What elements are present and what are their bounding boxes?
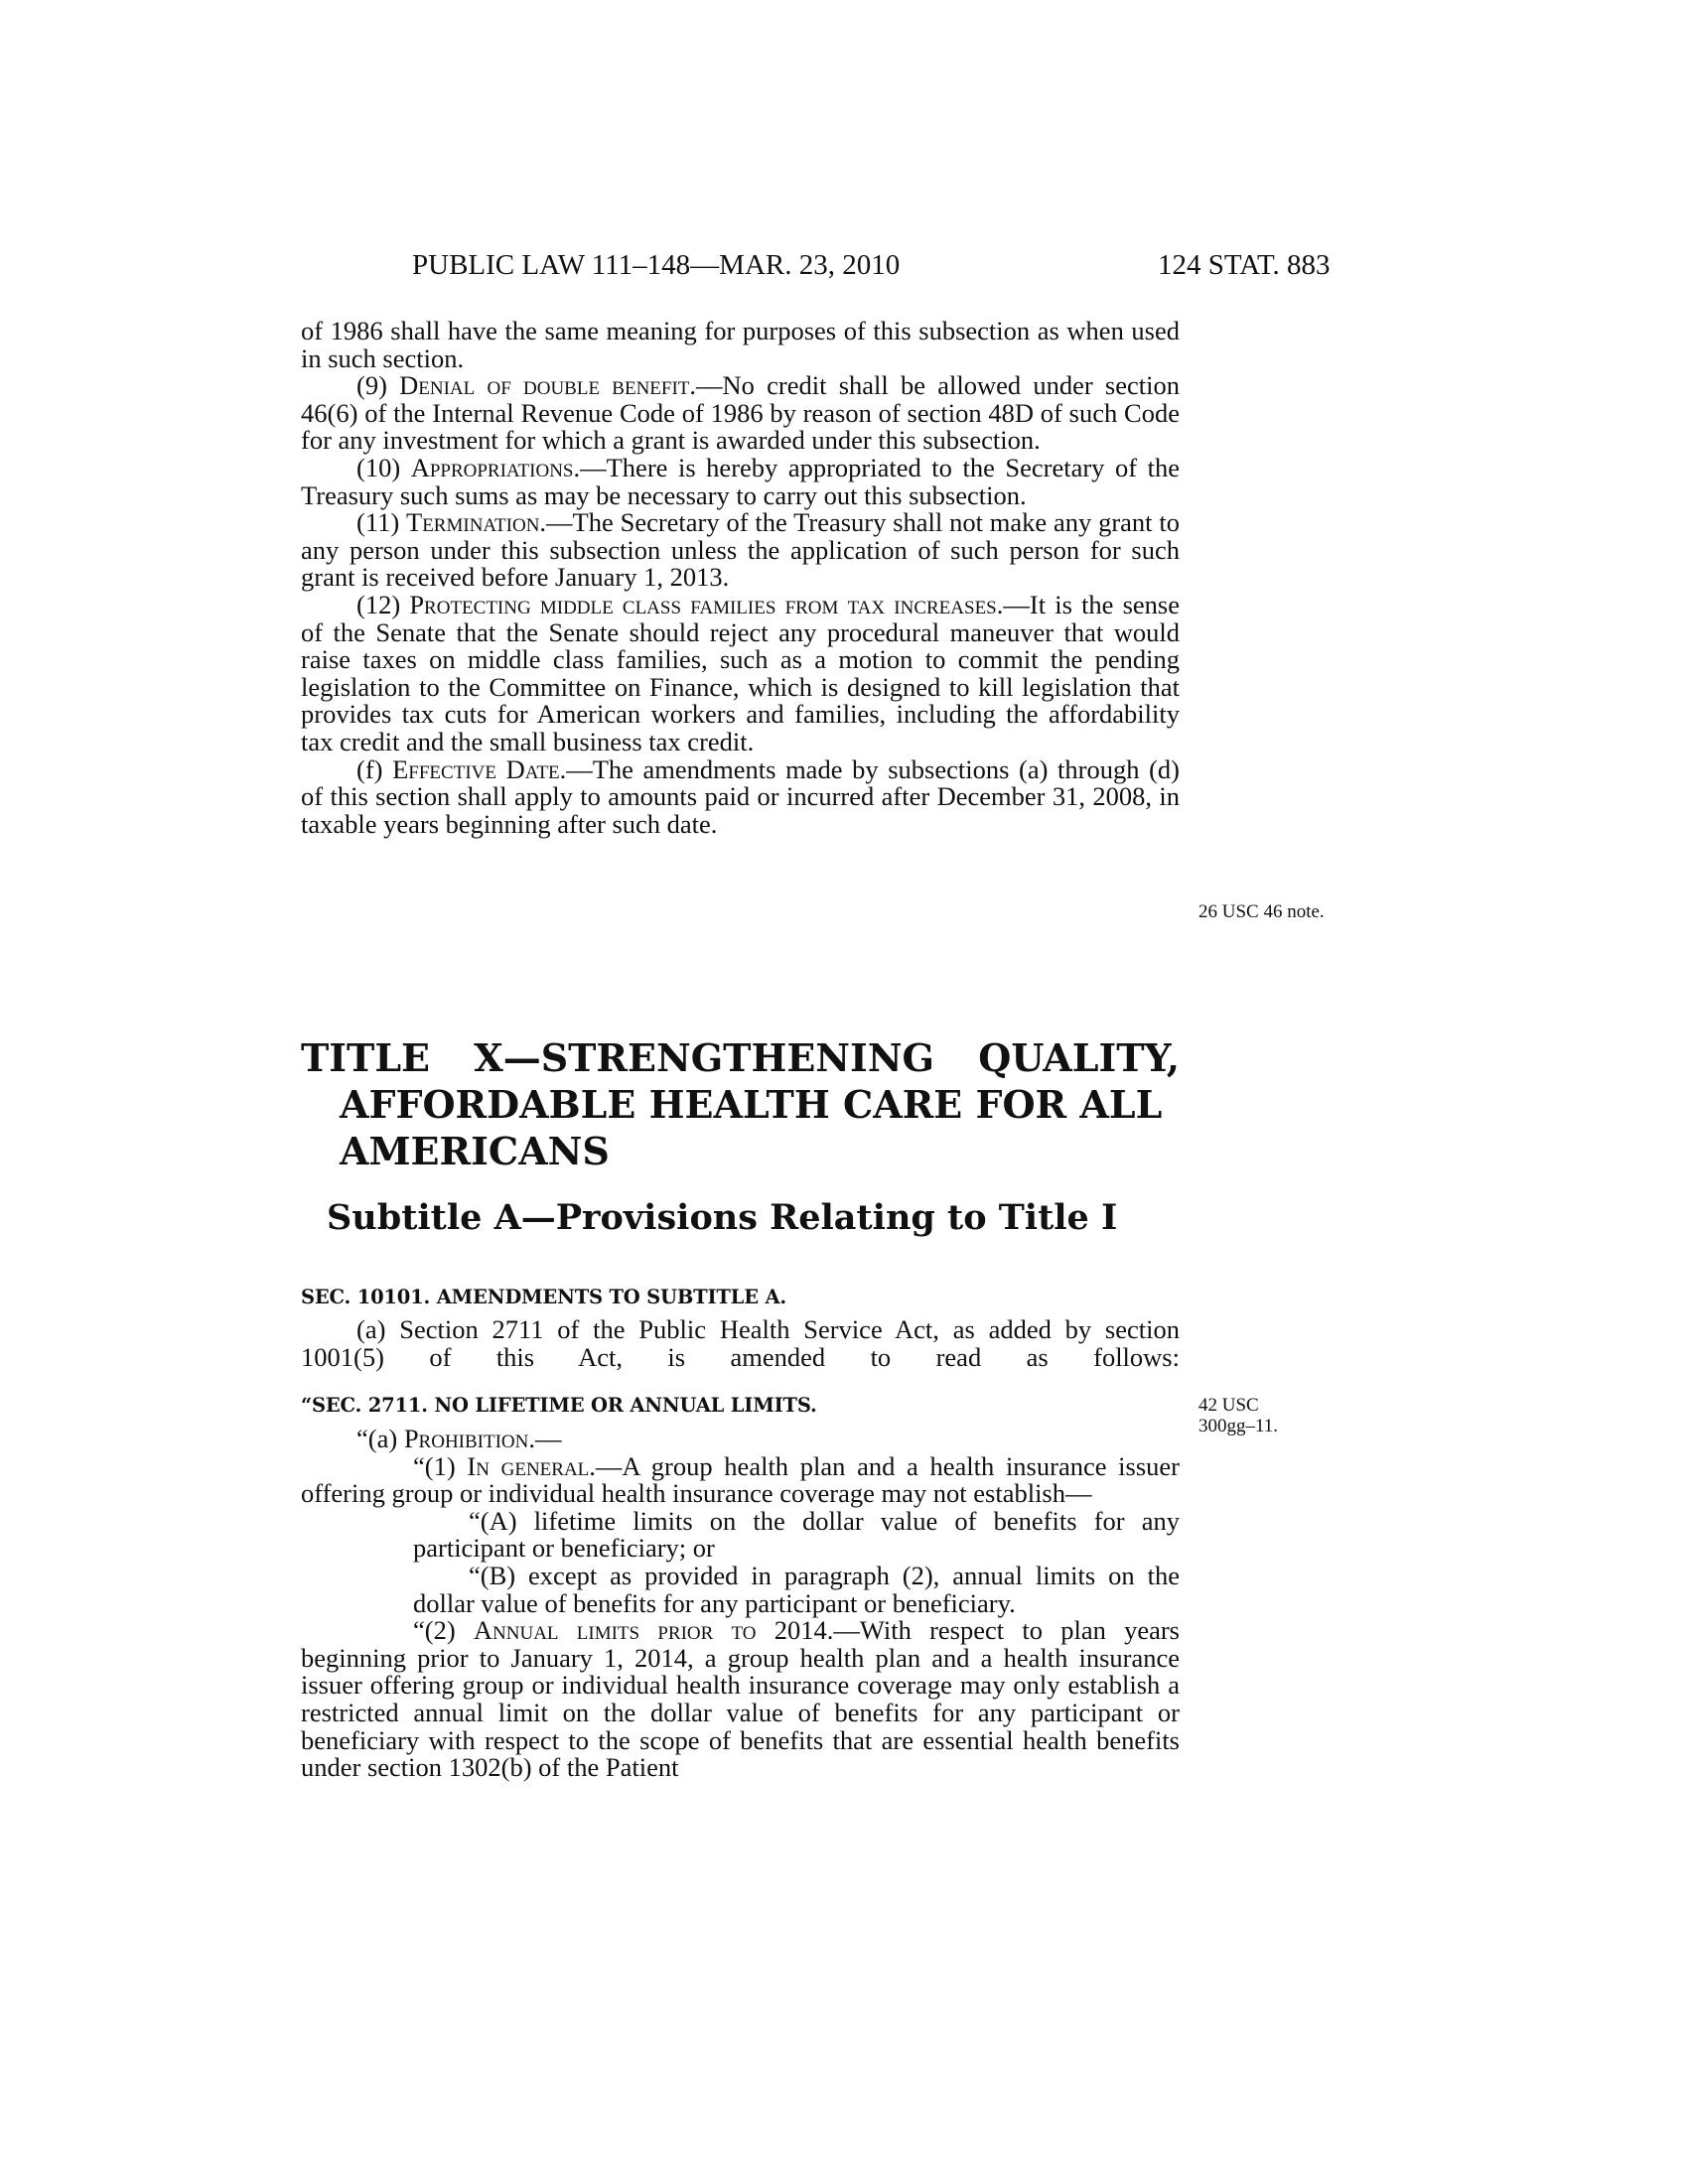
paragraph-heading: In general	[467, 1450, 590, 1481]
paragraph-12	[301, 589, 1180, 756]
paragraph-number: (12)	[356, 589, 410, 619]
title-heading	[301, 1034, 1180, 1174]
upper-body	[301, 318, 1180, 838]
paragraph-heading: Termination	[406, 507, 540, 538]
paragraph-heading: Effective Date	[392, 753, 560, 784]
paragraph-9	[301, 372, 1180, 455]
paragraph-text: .—With respect to plan years beginning prior to January 1, 2014, a group health plan and a health insurance issuer offering group or individual health insurance coverage may only establish a restricted annual limit on the dollar value of benefits for any participant or beneficiary with respect to the scope of benefits that are essential health benefits under section 1302(b) of the Patient	[301, 1615, 1180, 1783]
title-line-1: TITLE X—STRENGTHENING QUALITY,	[301, 1035, 1180, 1080]
paragraph-heading: Appropriations	[410, 452, 574, 482]
paragraph-text: .—A group health plan and a health insurance issuer offering group or individual health insurance coverage may not establish—	[301, 1450, 1181, 1509]
paragraph-number: (f)	[356, 753, 393, 784]
margin-note-line: 42 USC	[1198, 1395, 1259, 1416]
subparagraph-B: “(B) except as provided in paragraph (2), annual limits on the dollar value of benefits for any participant or beneficiary.	[413, 1560, 1180, 1618]
paragraph-10	[301, 452, 1180, 510]
paragraph-heading: Annual limits prior to 2014	[473, 1615, 827, 1646]
section-heading: SEC. 10101. AMENDMENTS TO SUBTITLE A.	[301, 1286, 786, 1308]
subtitle-heading: Subtitle A—Provisions Relating to Title I	[327, 1197, 1118, 1238]
paragraph-text: .—The amendments made by subsections (a) through (d) of this section shall apply to amounts paid or incurred after December 31, 2008, in taxable years beginning after such date.	[301, 753, 1180, 839]
paragraph-text: .—The Secretary of the Treasury shall not make any grant to any person under this subsection unless the application of such person for such grant is received before January 1, 2013.	[301, 507, 1180, 593]
paragraph-text: .—It is the sense of the Senate that the Senate should reject any procedural maneuver that would raise taxes on middle class families, such as a motion to commit the pending legislation to the Committee on Finance, which is designed to kill legislation that provides tax cuts for American workers and families, including the affordability tax credit and the small business tax credit.	[301, 589, 1180, 756]
paragraph-f	[301, 753, 1180, 839]
paragraph-heading: Prohibition	[403, 1424, 529, 1453]
paragraph-heading: Denial of double benefit	[399, 370, 690, 401]
paragraph-heading: Protecting middle class families from tax increases	[409, 589, 997, 619]
quoted-section-heading: “SEC. 2711. NO LIFETIME OR ANNUAL LIMITS.	[301, 1394, 817, 1417]
paragraph-number: “(1)	[413, 1450, 468, 1481]
paragraph-number: “(2)	[413, 1615, 474, 1646]
paragraph-11	[301, 509, 1180, 592]
margin-note-usc-46: 26 USC 46 note.	[1198, 901, 1325, 922]
quoted-section-body	[301, 1426, 1180, 1782]
section-intro-paragraph: (a) Section 2711 of the Public Health Service Act, as added by section 1001(5) of this Act, is amended to read as follows:	[301, 1314, 1180, 1372]
paragraph-number: “(a)	[356, 1424, 404, 1453]
running-header-title: PUBLIC LAW 111–148—MAR. 23, 2010	[412, 249, 901, 281]
page-number: 124 STAT. 883	[1158, 249, 1331, 281]
paragraph-text: .—There is hereby appropriated to the Secretary of the Treasury such sums as may be necessary to carry out this subsection.	[301, 452, 1180, 510]
paragraph-a1	[301, 1450, 1181, 1509]
title-line-3: AMERICANS	[340, 1129, 610, 1173]
paragraph-number: (11)	[356, 507, 407, 538]
continuation-paragraph: of 1986 shall have the same meaning for purposes of this subsection as when used in such section.	[301, 316, 1180, 373]
title-line-2: AFFORDABLE HEALTH CARE FOR ALL	[340, 1082, 1163, 1127]
margin-note-line: 300gg–11.	[1198, 1416, 1279, 1436]
paragraph-text: .—	[528, 1424, 562, 1453]
paragraph-text: .—No credit shall be allowed under section 46(6) of the Internal Revenue Code of 1986 by reason of section 48D of such Code for any investment for which a grant is awarded under this subsection.	[301, 370, 1180, 456]
section-intro	[301, 1316, 1180, 1371]
subparagraph-A: “(A) lifetime limits on the dollar value of benefits for any participant or beneficiary; or	[413, 1505, 1180, 1564]
paragraph-number: (9)	[356, 370, 400, 401]
paragraph-number: (10)	[356, 452, 411, 482]
paragraph-a2	[301, 1617, 1180, 1782]
subsection-a	[301, 1426, 1180, 1453]
margin-note-usc-300gg	[1198, 1395, 1278, 1436]
